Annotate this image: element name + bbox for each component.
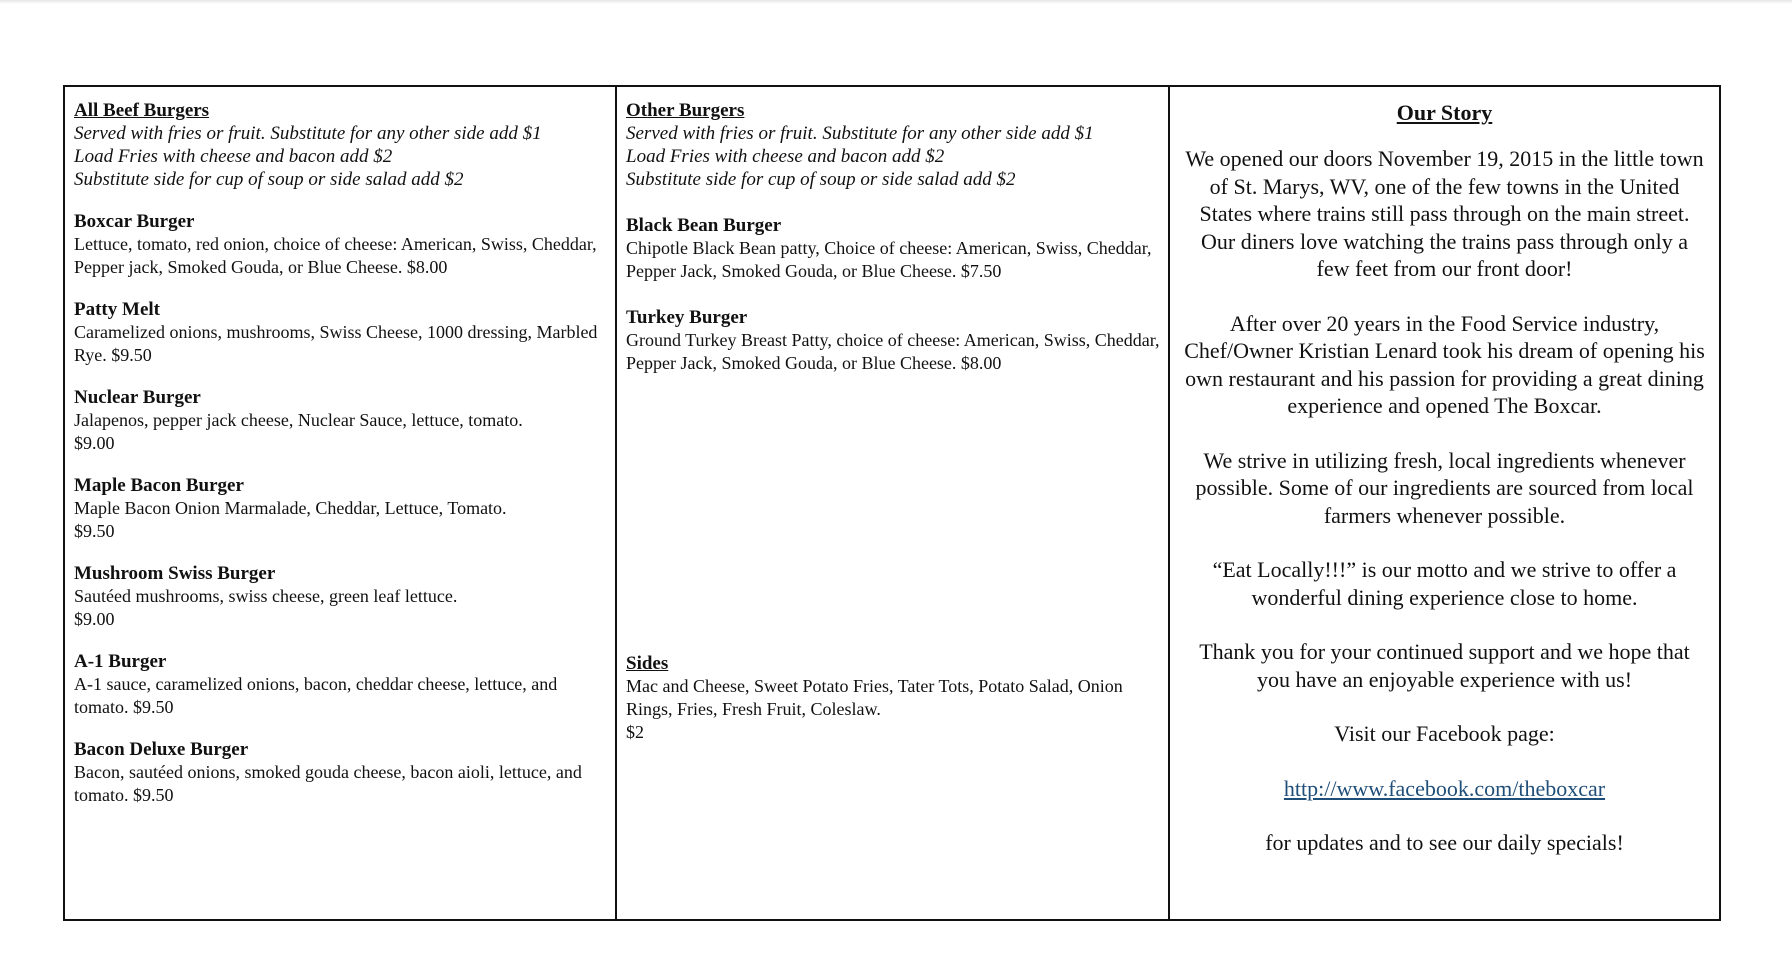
item-price: $9.50 [74,521,115,541]
item-price: $9.00 [74,433,115,453]
menu-item-boxcar-burger [74,210,607,279]
load-fries-note: Load Fries with cheese and bacon add $2 [626,146,945,167]
all-beef-burgers-title: All Beef Burgers [74,100,210,121]
story-paragraph-opening: We opened our doors November 19, 2015 in the little town of St. Marys, WV, one of the few towns in the United States where trains still pass through on the main street. Our diners love watching the trains pass through only a few feet from our front door! [1185,146,1704,281]
sides-title: Sides [626,653,669,674]
story-closing: for updates and to see our daily specials! [1265,830,1624,855]
soup-salad-note: Substitute side for cup of soup or side salad add $2 [626,169,1016,190]
item-description: Maple Bacon Onion Marmalade, Cheddar, Lettuce, Tomato. [74,498,507,518]
item-description: Jalapenos, pepper jack cheese, Nuclear Sauce, lettuce, tomato. [74,410,523,430]
sides-description: Mac and Cheese, Sweet Potato Fries, Tater Tots, Potato Salad, Onion Rings, Fries, Fresh Fruit, Coleslaw. [626,676,1123,719]
menu-item-black-bean-burger [626,214,1160,283]
item-description: Lettuce, tomato, red onion, choice of cheese: American, Swiss, Cheddar, Pepper jack, Smoked Gouda, or Blue Cheese. $8.00 [74,234,597,277]
story-paragraph-ingredients: We strive in utilizing fresh, local ingredients whenever possible. Some of our ingredients are sourced from local farmers whenever possible. [1195,447,1694,528]
menu-item-patty-melt [74,298,607,367]
item-description: A-1 sauce, caramelized onions, bacon, cheddar cheese, lettuce, and tomato. $9.50 [74,674,558,717]
menu-item-a1-burger [74,650,607,719]
item-name: Mushroom Swiss Burger [74,563,276,584]
page-top-shade [0,0,1792,4]
item-name: Bacon Deluxe Burger [74,739,249,760]
menu-item-nuclear-burger [74,386,607,455]
item-name: Black Bean Burger [626,215,782,236]
item-description: Caramelized onions, mushrooms, Swiss Cheese, 1000 dressing, Marbled Rye. $9.50 [74,322,598,365]
our-story-title: Our Story [1396,100,1493,125]
item-name: Patty Melt [74,299,160,320]
menu-item-mushroom-swiss-burger [74,562,607,631]
item-description: Ground Turkey Breast Patty, choice of cheese: American, Swiss, Cheddar, Pepper Jack, Smoked Gouda, or Blue Cheese. $8.00 [626,330,1160,373]
other-burgers-title: Other Burgers [626,100,745,121]
menu-item-bacon-deluxe-burger [74,738,607,807]
menu-table [63,85,1721,921]
menu-item-turkey-burger [626,306,1160,375]
facebook-link[interactable]: http://www.facebook.com/theboxcar [1283,775,1606,801]
facebook-prompt: Visit our Facebook page: [1334,721,1555,746]
item-price: $9.00 [74,609,115,629]
load-fries-note: Load Fries with cheese and bacon add $2 [74,146,393,167]
soup-salad-note: Substitute side for cup of soup or side salad add $2 [74,169,464,190]
story-paragraph-chef: After over 20 years in the Food Service industry, Chef/Owner Kristian Lenard took his dream of opening his own restaurant and his passion for providing a great dining experience and opened The Boxcar. [1184,310,1705,418]
sides-section [626,652,1160,744]
side-note: Served with fries or fruit. Substitute for any other side add $1 [626,123,1094,144]
item-description: Bacon, sautéed onions, smoked gouda cheese, bacon aioli, lettuce, and tomato. $9.50 [74,762,582,805]
item-name: Boxcar Burger [74,211,195,232]
story-paragraph-thanks: Thank you for your continued support and we hope that you have an enjoyable experience with us! [1199,639,1690,692]
other-burgers-column [617,87,1170,919]
all-beef-burgers-column [65,87,617,919]
item-description: Sautéed mushrooms, swiss cheese, green leaf lettuce. [74,586,458,606]
item-name: Turkey Burger [626,307,748,328]
item-name: Maple Bacon Burger [74,475,244,496]
our-story-column [1170,87,1719,919]
sides-price: $2 [626,722,644,742]
side-note: Served with fries or fruit. Substitute for any other side add $1 [74,123,542,144]
item-name: A-1 Burger [74,651,167,672]
menu-item-maple-bacon-burger [74,474,607,543]
story-paragraph-motto: “Eat Locally!!!” is our motto and we strive to offer a wonderful dining experience close to home. [1212,557,1677,610]
item-name: Nuclear Burger [74,387,201,408]
item-description: Chipotle Black Bean patty, Choice of cheese: American, Swiss, Cheddar, Pepper Jack, Smoked Gouda, or Blue Cheese. $7.50 [626,238,1152,281]
